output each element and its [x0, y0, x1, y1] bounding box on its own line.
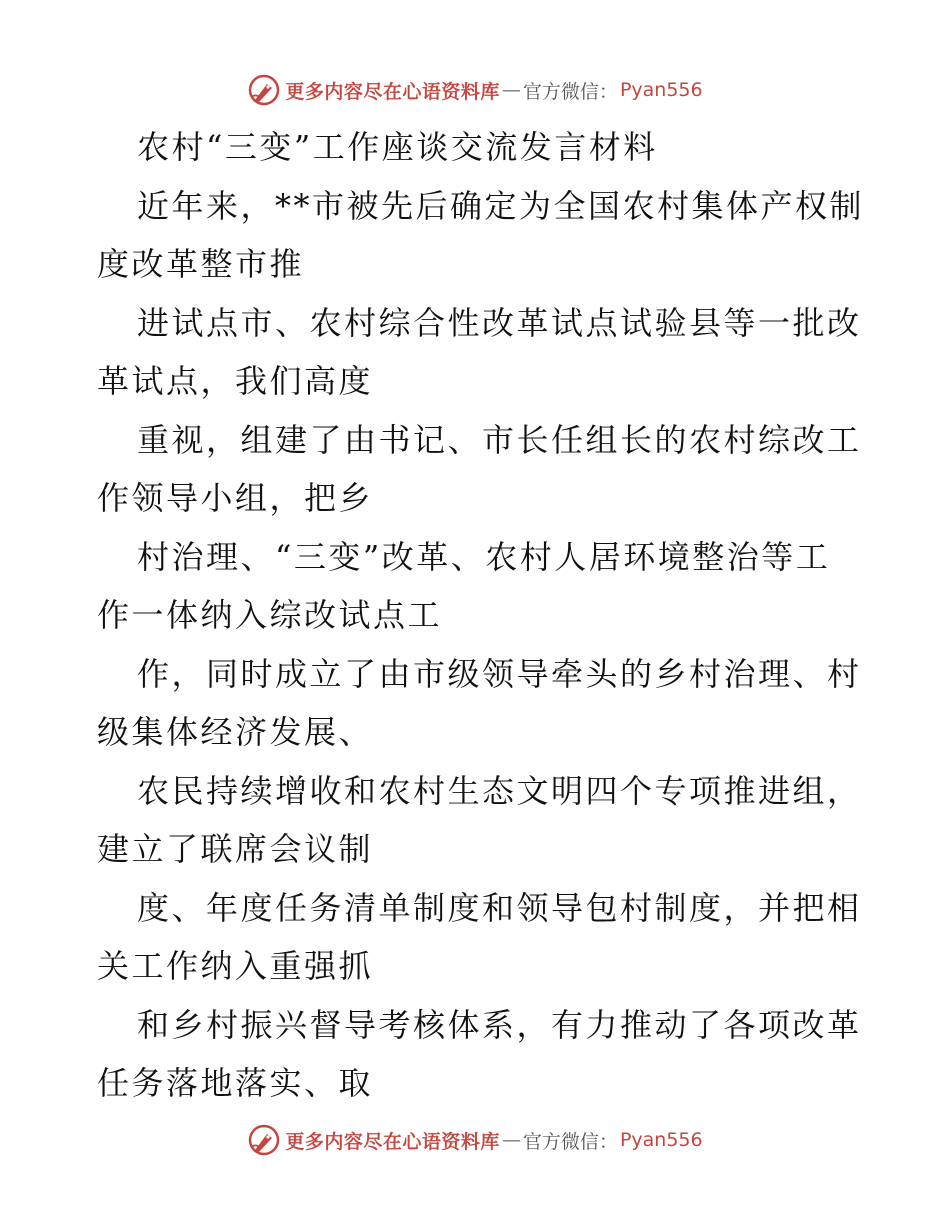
- text-line: 作一体纳入综改试点工: [97, 596, 443, 634]
- text-line: 任务落地落实、取: [97, 1064, 374, 1102]
- text-line: 建立了联席会议制: [97, 830, 374, 868]
- text-line: 村治理、“三变”改革、农村人居环境整治等工: [137, 537, 831, 576]
- header-wechat-id: Pyan556: [619, 79, 703, 101]
- text-line: 作，同时成立了由市级领导牵头的乡村治理、村: [137, 654, 862, 693]
- text-line: 和乡村振兴督导考核体系，有力推动了各项改革: [137, 1005, 862, 1044]
- header-watermark: [0, 70, 950, 110]
- footer-wechat-label: 官方微信：: [522, 1130, 618, 1153]
- text-line: 革试点，我们高度: [97, 362, 374, 400]
- header-separator: —: [501, 79, 521, 101]
- footer-separator: —: [501, 1129, 521, 1151]
- text-line: 关工作纳入重强抓: [97, 947, 374, 985]
- text-line: 近年来，**市被先后确定为全国农村集体产权制: [137, 186, 865, 225]
- pen-nib-logo-icon: [247, 73, 281, 107]
- text-line: 作领导小组，把乡: [97, 479, 374, 517]
- footer-brand-text: 更多内容尽在心语资料库: [285, 1130, 500, 1153]
- text-line: 进试点市、农村综合性改革试点试验县等一批改: [137, 303, 862, 342]
- text-line: 级集体经济发展、: [97, 713, 374, 751]
- text-line: 重视，组建了由书记、市长任组长的农村综改工: [137, 420, 862, 459]
- document-title: 农村“三变”工作座谈交流发言材料: [137, 128, 658, 166]
- header-brand-text: 更多内容尽在心语资料库: [285, 80, 500, 103]
- footer-wechat-id: Pyan556: [619, 1129, 703, 1151]
- text-line: 农民持续增收和农村生态文明四个专项推进组，: [137, 771, 862, 810]
- footer-watermark: [0, 1120, 950, 1160]
- text-line: 度、年度任务清单制度和领导包村制度，并把相: [137, 888, 862, 927]
- pen-nib-logo-icon: [247, 1123, 281, 1157]
- text-line: 度改革整市推: [97, 245, 305, 283]
- document-body: [97, 118, 865, 1113]
- header-wechat-label: 官方微信：: [522, 80, 618, 103]
